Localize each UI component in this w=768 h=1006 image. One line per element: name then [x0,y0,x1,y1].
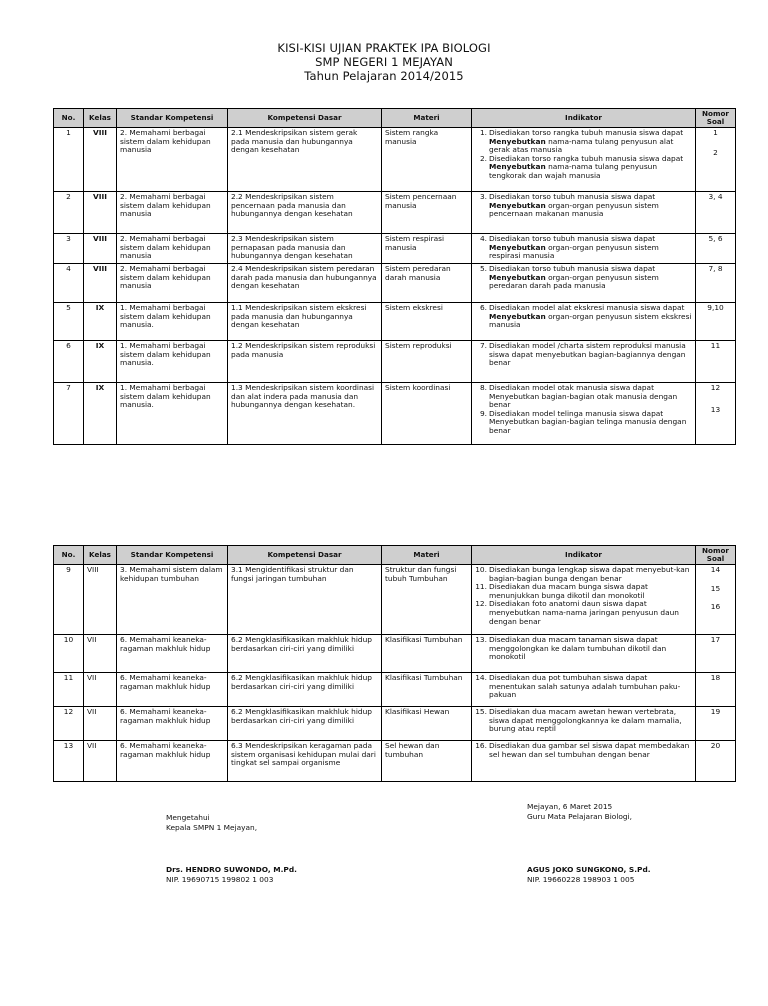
cell-standar-kompetensi: 2. Memahami berbagai sistem dalam kehidupan manusia [117,234,228,264]
indikator-text [489,636,692,662]
header-no: No. [54,546,84,565]
cell-materi: Sistem pencernaan manusia [382,192,472,234]
indikator-number: 14. [475,673,487,682]
cell-nomor-soal [696,673,736,707]
indikator-text [489,566,692,583]
nomor-soal-value: 1 [713,128,718,137]
cell-kelas: VIII [84,264,117,303]
cell-kelas: VIII [84,565,117,635]
principal-name: Drs. HENDRO SUWONDO, M.Pd. [166,865,297,874]
cell-no: 6 [54,341,84,383]
indikator-text-pre: Disediakan foto anatomi daun siswa dapat menyebutkan nama-nama jaringan penyusun daun dengan benar [489,599,679,626]
cell-materi: Klasifikasi Tumbuhan [382,673,472,707]
indikator-number: 5. [479,264,487,273]
cell-no: 1 [54,128,84,192]
cell-materi: Sistem rangka manusia [382,128,472,192]
table-row [54,383,736,445]
indikator-text-post: organ-organ penyusun sistem ekskresi manusia [489,311,692,330]
sign-known-label: Mengetahui [166,813,210,822]
cell-kelas: VIII [84,192,117,234]
indikator-number: 10. [475,565,487,574]
cell-no: 9 [54,565,84,635]
indikator-item [475,636,692,662]
cell-indikator [472,383,696,445]
table-row [54,192,736,234]
cell-nomor-soal [696,128,736,192]
indikator-text [489,742,692,759]
table-row [54,341,736,383]
indikator-text-bold: Menyebutkan [489,136,546,146]
indikator-item [475,129,692,155]
cell-nomor-soal [696,741,736,782]
cell-standar-kompetensi: 1. Memahami berbagai sistem dalam kehidupan manusia. [117,303,228,341]
indikator-number: 6. [479,303,487,312]
indikator-text [489,384,692,410]
cell-indikator [472,234,696,264]
indikator-number: 1. [479,128,487,137]
header-standar-kompetensi: Standar Kompetensi [117,109,228,128]
indikator-text-post: nama-nama tulang penyusun alat gerak atas manusia [489,136,674,155]
indikator-item [475,742,692,759]
table-row [54,128,736,192]
cell-standar-kompetensi: 1. Memahami berbagai sistem dalam kehidupan manusia. [117,383,228,445]
indikator-number: 9. [479,408,487,418]
cell-kelas: VIII [84,128,117,192]
indikator-number: 15. [475,707,487,716]
cell-nomor-soal [696,341,736,383]
cell-kelas: VIII [84,234,117,264]
header-kelas: Kelas [84,109,117,128]
indikator-item [475,600,692,626]
cell-indikator [472,192,696,234]
cell-indikator [472,635,696,673]
cell-kompetensi-dasar: 1.1 Mendeskripsikan sistem ekskresi pada manusia dan hubungannya dengan kesehatan [228,303,382,341]
header-standar-kompetensi: Standar Kompetensi [117,546,228,565]
indikator-text [489,342,692,368]
indikator-text-pre: Disediakan model telinga manusia siswa dapat Menyebutkan bagian-bagian telinga manusia dengan benar [489,408,687,435]
indikator-text [489,600,692,626]
cell-no: 12 [54,707,84,741]
cell-indikator [472,707,696,741]
teacher-nip: NIP. 19660228 198903 1 005 [527,874,635,884]
cell-no: 10 [54,635,84,673]
cell-materi: Sel hewan dan tumbuhan [382,741,472,782]
indikator-text-pre: Disediakan dua macam bunga siswa dapat menunjukkan bunga dikotil dan monokotil [489,582,648,600]
indikator-text [489,155,692,181]
indikator-text-bold: Menyebutkan [489,311,546,321]
table-row [54,741,736,782]
indikator-number: 16. [475,741,487,750]
cell-kelas: IX [84,341,117,383]
cell-materi: Sistem ekskresi [382,303,472,341]
indikator-text-pre: Disediakan bunga lengkap siswa dapat menyebut-kan bagian-bagian bunga dengan benar [489,565,690,583]
kisi-table-1 [53,108,736,445]
indikator-text-pre: Disediakan model /charta sistem reproduksi manusia siswa dapat menyebutkan bagian-bagiannya dengan benar [489,341,686,368]
nomor-soal-value: 3, 4 [708,192,723,201]
cell-indikator [472,673,696,707]
title-line-1: KISI-KISI UJIAN PRAKTEK IPA BIOLOGI [277,41,491,55]
principal-nip: NIP. 19690715 199802 1 003 [166,874,274,884]
cell-nomor-soal [696,264,736,303]
indikator-text [489,265,692,291]
indikator-text-pre: Disediakan dua macam tanaman siswa dapat menggolongkan ke dalam tumbuhan dikotil dan monokotil [489,635,667,662]
cell-nomor-soal [696,383,736,445]
cell-materi: Sistem koordinasi [382,383,472,445]
nomor-soal-value: 14 [710,565,721,574]
cell-nomor-soal [696,234,736,264]
nomor-soal-value: 13 [710,404,721,414]
cell-kompetensi-dasar: 1.3 Mendeskripsikan sistem koordinasi dan alat indera pada manusia dan hubungannya dengan kesehatan. [228,383,382,445]
header-nomor-soal: Nomor Soal [696,109,736,128]
indikator-text [489,129,692,155]
indikator-text [489,674,692,700]
indikator-text-pre: Disediakan torso tubuh manusia siswa dapat [489,192,656,201]
indikator-item [475,566,692,583]
teacher-name: AGUS JOKO SUNGKONO, S.Pd. [527,865,651,874]
cell-kelas: VII [84,741,117,782]
indikator-text-pre: Disediakan model alat ekskresi manusia siswa dapat [489,303,685,312]
cell-kompetensi-dasar: 2.3 Mendeskripsikan sistem pernapasan pada manusia dan hubungannya dengan kesehatan [228,234,382,264]
header-nomor-soal: Nomor Soal [696,546,736,565]
cell-kelas: VII [84,707,117,741]
table-row [54,303,736,341]
cell-materi: Struktur dan fungsi tubuh Tumbuhan [382,565,472,635]
cell-standar-kompetensi: 2. Memahami berbagai sistem dalam kehidupan manusia [117,264,228,303]
nomor-soal-value: 20 [710,741,721,750]
cell-nomor-soal [696,635,736,673]
table-header-row [54,109,736,128]
table-row [54,707,736,741]
indikator-number: 7. [479,341,487,350]
cell-nomor-soal [696,707,736,741]
indikator-text-post: organ-organ penyusun sistem peredaran darah pada manusia [489,272,659,291]
indikator-text-bold: Menyebutkan [489,200,546,210]
cell-materi: Sistem respirasi manusia [382,234,472,264]
header-materi: Materi [382,546,472,565]
cell-kelas: IX [84,303,117,341]
cell-materi: Sistem peredaran darah manusia [382,264,472,303]
header-kelas: Kelas [84,546,117,565]
signature-left [166,813,297,884]
indikator-text-post: nama-nama tulang penyusun tengkorak dan wajah manusia [489,162,658,180]
header-no: No. [54,109,84,128]
indikator-number: 4. [479,234,487,243]
cell-kompetensi-dasar: 6.3 Mendeskripsikan keragaman pada sistem organisasi kehidupan mulai dari tingkat sel sampai organisme [228,741,382,782]
header-kompetensi-dasar: Kompetensi Dasar [228,546,382,565]
nomor-soal-value: 16 [710,602,721,612]
cell-indikator [472,741,696,782]
nomor-soal-value: 12 [710,383,721,392]
indikator-text-pre: Disediakan torso tubuh manusia siswa dapat [489,234,656,243]
indikator-item [475,235,692,261]
indikator-text-bold: Menyebutkan [489,272,546,282]
cell-standar-kompetensi: 1. Memahami berbagai sistem dalam kehidupan manusia. [117,341,228,383]
indikator-text-pre: Disediakan torso rangka tubuh manusia siswa dapat [489,128,684,137]
title-line-3: Tahun Pelajaran 2014/2015 [304,69,464,83]
indikator-number: 11. [475,582,487,592]
cell-kompetensi-dasar: 6.2 Mengklasifikasikan makhluk hidup berdasarkan ciri-ciri yang dimiliki [228,635,382,673]
cell-standar-kompetensi: 6. Memahami keaneka-ragaman makhluk hidup [117,707,228,741]
header-kompetensi-dasar: Kompetensi Dasar [228,109,382,128]
cell-kelas: VII [84,673,117,707]
indikator-text [489,304,692,330]
kisi-table-2 [53,545,736,782]
nomor-soal-value: 11 [710,341,721,350]
indikator-text-pre: Disediakan torso tubuh manusia siswa dapat [489,264,656,273]
table-header-row [54,546,736,565]
cell-no: 2 [54,192,84,234]
principal-title: Kepala SMPN 1 Mejayan, [166,822,258,832]
indikator-item [475,265,692,291]
nomor-soal-value: 5, 6 [708,234,723,243]
indikator-item [475,304,692,330]
indikator-item [475,708,692,734]
indikator-text-post: organ-organ penyusun sistem pencernaan makanan manusia [489,200,659,219]
cell-kompetensi-dasar: 3.1 Mengidentifikasi struktur dan fungsi jaringan tumbuhan [228,565,382,635]
nomor-soal-value: 7, 8 [708,264,723,273]
indikator-text [489,410,692,436]
indikator-text-pre: Disediakan dua gambar sel siswa dapat membedakan sel hewan dan sel tumbuhan dengan benar [489,741,690,759]
cell-nomor-soal [696,192,736,234]
cell-indikator [472,341,696,383]
indikator-number: 12. [475,599,487,609]
cell-nomor-soal [696,303,736,341]
cell-no: 5 [54,303,84,341]
indikator-text-post: organ-organ penyusun sistem respirasi manusia [489,242,659,261]
indikator-item [475,583,692,600]
indikator-text-bold: Menyebutkan [489,242,546,252]
teacher-title: Guru Mata Pelajaran Biologi, [527,811,632,821]
cell-standar-kompetensi: 3. Memahami sistem dalam kehidupan tumbuhan [117,565,228,635]
cell-standar-kompetensi: 6. Memahami keaneka-ragaman makhluk hidup [117,673,228,707]
indikator-text-pre: Disediakan dua pot tumbuhan siswa dapat menentukan salah satunya adalah tumbuhan paku-pakuan [489,673,681,700]
indikator-number: 3. [479,192,487,201]
cell-materi: Sistem reproduksi [382,341,472,383]
cell-nomor-soal [696,565,736,635]
indikator-item [475,342,692,368]
indikator-text [489,193,692,219]
table-row [54,234,736,264]
cell-indikator [472,565,696,635]
nomor-soal-value: 19 [710,707,721,716]
cell-kelas: IX [84,383,117,445]
cell-materi: Klasifikasi Hewan [382,707,472,741]
cell-no: 11 [54,673,84,707]
cell-standar-kompetensi: 6. Memahami keaneka-ragaman makhluk hidup [117,635,228,673]
cell-kompetensi-dasar: 2.1 Mendeskripsikan sistem gerak pada manusia dan hubungannya dengan kesehatan [228,128,382,192]
cell-kompetensi-dasar: 2.4 Mendeskripsikan sistem peredaran darah pada manusia dan hubungannya dengan kesehatan [228,264,382,303]
indikator-text [489,235,692,261]
table-row [54,635,736,673]
nomor-soal-value: 9,10 [707,303,724,312]
indikator-text-pre: Disediakan dua macam awetan hewan vertebrata, siswa dapat menggolongkannya ke dalam mamalia, burung atau reptil [489,707,682,734]
nomor-soal-value: 18 [710,673,721,682]
nomor-soal-value: 2 [713,147,718,157]
indikator-number: 13. [475,635,487,644]
nomor-soal-value: 15 [710,583,721,593]
table-row [54,565,736,635]
cell-kompetensi-dasar: 1.2 Mendeskripsikan sistem reproduksi pada manusia [228,341,382,383]
cell-kompetensi-dasar: 2.2 Mendeskripsikan sistem pencernaan pada manusia dan hubungannya dengan kesehatan [228,192,382,234]
indikator-number: 2. [479,153,487,163]
cell-standar-kompetensi: 6. Memahami keaneka-ragaman makhluk hidup [117,741,228,782]
indikator-text [489,708,692,734]
cell-indikator [472,303,696,341]
nomor-soal-value: 17 [710,635,721,644]
cell-kelas: VII [84,635,117,673]
indikator-item [475,674,692,700]
signature-right [527,802,651,884]
indikator-text [489,583,692,600]
indikator-item [475,384,692,410]
header-indikator: Indikator [472,546,696,565]
cell-standar-kompetensi: 2. Memahami berbagai sistem dalam kehidupan manusia [117,192,228,234]
indikator-number: 8. [479,383,487,392]
indikator-text-pre: Disediakan torso rangka tubuh manusia siswa dapat [489,153,684,163]
cell-materi: Klasifikasi Tumbuhan [382,635,472,673]
cell-kompetensi-dasar: 6.2 Mengklasifikasikan makhluk hidup berdasarkan ciri-ciri yang dimiliki [228,707,382,741]
cell-no: 3 [54,234,84,264]
table-row [54,673,736,707]
sign-place-date: Mejayan, 6 Maret 2015 [527,802,613,811]
cell-kompetensi-dasar: 6.2 Mengklasifikasikan makhluk hidup berdasarkan ciri-ciri yang dimiliki [228,673,382,707]
header-materi: Materi [382,109,472,128]
indikator-item [475,155,692,181]
title-line-2: SMP NEGERI 1 MEJAYAN [315,55,453,69]
cell-indikator [472,264,696,303]
table-row [54,264,736,303]
cell-no: 7 [54,383,84,445]
cell-no: 4 [54,264,84,303]
indikator-item [475,193,692,219]
header-indikator: Indikator [472,109,696,128]
indikator-text-bold: Menyebutkan [489,162,546,172]
cell-no: 13 [54,741,84,782]
indikator-item [475,410,692,436]
indikator-text-pre: Disediakan model otak manusia siswa dapat Menyebutkan bagian-bagian otak manusia dengan benar [489,383,678,410]
cell-indikator [472,128,696,192]
cell-standar-kompetensi: 2. Memahami berbagai sistem dalam kehidupan manusia [117,128,228,192]
